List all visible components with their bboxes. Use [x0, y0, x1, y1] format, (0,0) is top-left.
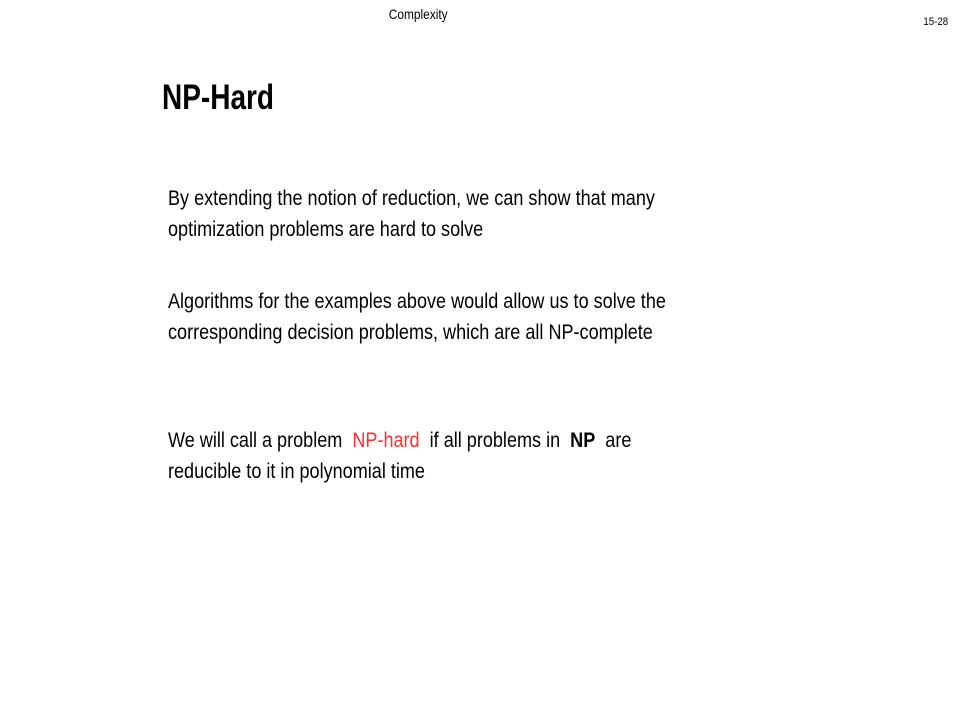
slide-header-title: Complexity [388, 6, 448, 22]
paragraph-algorithms-line2: corresponding decision problems, which are all NP-complete [168, 320, 653, 344]
page-number: 15-28 [923, 16, 948, 28]
definition-prefix: We will call a problem [168, 428, 343, 452]
paragraph-reduction-line1: By extending the notion of reduction, we can show that many [168, 186, 655, 210]
np-hard-term: NP-hard [352, 428, 420, 452]
slide-title: NP-Hard [162, 78, 275, 117]
paragraph-algorithms-line1: Algorithms for the examples above would allow us to solve the [168, 289, 666, 313]
paragraph-reduction-line2: optimization problems are hard to solve [168, 217, 484, 241]
definition-suffix: are [605, 428, 632, 452]
np-class-name: NP [570, 428, 596, 452]
definition-line2: reducible to it in polynomial time [168, 459, 425, 483]
paragraph-reduction [168, 183, 790, 245]
definition-middle: if all problems in [429, 428, 561, 452]
paragraph-algorithms [168, 286, 790, 348]
paragraph-definition [168, 425, 790, 487]
